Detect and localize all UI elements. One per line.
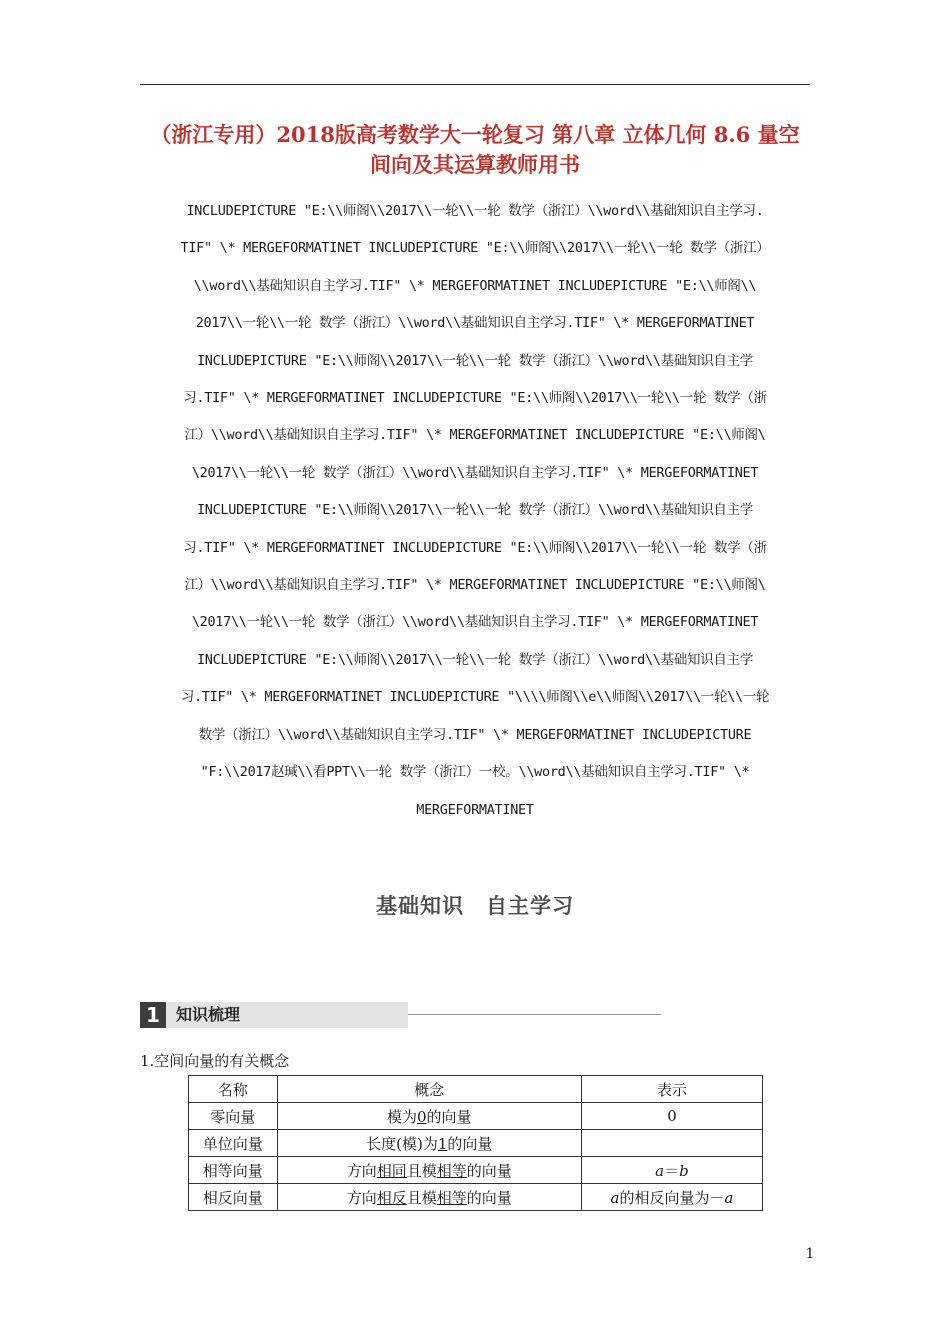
table-cell-notation: 0 [581, 1103, 762, 1130]
field-code-line: \2017\\一轮\\一轮 数学（浙江）\\word\\基础知识自主学习.TIF" \* MERGEFORMATINET [191, 464, 759, 481]
section-heading-left: 基础知识 [376, 894, 464, 918]
header-rule [140, 84, 810, 85]
table-row [189, 1184, 763, 1211]
table-cell-name: 相反向量 [189, 1184, 278, 1211]
table-cell-concept: 长度(模)为1的向量 [277, 1130, 581, 1157]
table-header-row [189, 1076, 763, 1103]
field-code-line: 习.TIF" \* MERGEFORMATINET INCLUDEPICTURE "\\\\师阁\\e\\师阁\\2017\\一轮\\一轮 [180, 689, 770, 706]
title-line-1: （浙江专用）2018版高考数学大一轮复习 第八章 立体几何 8.6 量空 [150, 122, 800, 147]
knowledge-badge [140, 1002, 525, 1028]
field-code-line: INCLUDEPICTURE "E:\\师阁\\2017\\一轮\\一轮 数学（浙江）\\word\\基础知识自主学 [196, 651, 754, 668]
table-cell-concept: 模为0的向量 [277, 1103, 581, 1130]
document-title [140, 120, 810, 180]
table-header: 概念 [277, 1076, 581, 1103]
table-cell-concept: 方向相反且模相等的向量 [277, 1184, 581, 1211]
field-code-line: 江）\\word\\基础知识自主学习.TIF" \* MERGEFORMATINET INCLUDEPICTURE "E:\\师阁\ [184, 427, 766, 444]
section-heading [0, 890, 950, 920]
field-code-line: TIF" \* MERGEFORMATINET INCLUDEPICTURE "E:\\师阁\\2017\\一轮\\一轮 数学（浙江） [180, 240, 770, 257]
field-code-line: MERGEFORMATINET [416, 801, 534, 818]
table-row [189, 1130, 763, 1157]
field-code-line: 习.TIF" \* MERGEFORMATINET INCLUDEPICTURE "E:\\师阁\\2017\\一轮\\一轮 数学（浙 [183, 390, 767, 407]
section-heading-right: 自主学习 [486, 894, 574, 918]
badge-number: 1 [140, 1002, 166, 1028]
table-cell-name: 相等向量 [189, 1157, 278, 1184]
field-code-line: 江）\\word\\基础知识自主学习.TIF" \* MERGEFORMATINET INCLUDEPICTURE "E:\\师阁\ [184, 577, 766, 594]
field-code-line: 习.TIF" \* MERGEFORMATINET INCLUDEPICTURE "E:\\师阁\\2017\\一轮\\一轮 数学（浙 [183, 539, 767, 556]
table-cell-name: 单位向量 [189, 1130, 278, 1157]
subheading: 1.空间向量的有关概念 [140, 1052, 290, 1070]
table-row [189, 1157, 763, 1184]
table-cell-notation: a＝b [581, 1157, 762, 1184]
field-code-line: INCLUDEPICTURE "E:\\师阁\\2017\\一轮\\一轮 数学（浙江）\\word\\基础知识自主学 [196, 352, 754, 369]
field-code-line: 2017\\一轮\\一轮 数学（浙江）\\word\\基础知识自主学习.TIF" \* MERGEFORMATINET [195, 315, 755, 332]
field-code-line: 数学（浙江）\\word\\基础知识自主学习.TIF" \* MERGEFORMATINET INCLUDEPICTURE [198, 726, 752, 743]
table-header: 表示 [581, 1076, 762, 1103]
badge-rule [408, 1014, 661, 1015]
field-code-block [140, 193, 810, 829]
table-cell-notation [581, 1130, 762, 1157]
title-line-2: 间向及其运算教师用书 [370, 152, 580, 177]
page-number: 1 [805, 1246, 815, 1262]
table-header: 名称 [189, 1076, 278, 1103]
field-code-line: \2017\\一轮\\一轮 数学（浙江）\\word\\基础知识自主学习.TIF" \* MERGEFORMATINET [191, 614, 759, 631]
table-cell-notation: a的相反向量为－a [581, 1184, 762, 1211]
table-cell-name: 零向量 [189, 1103, 278, 1130]
field-code-line: INCLUDEPICTURE "E:\\师阁\\2017\\一轮\\一轮 数学（浙江）\\word\\基础知识自主学习. [186, 203, 764, 219]
table-cell-concept: 方向相同且模相等的向量 [277, 1157, 581, 1184]
field-code-line: INCLUDEPICTURE "E:\\师阁\\2017\\一轮\\一轮 数学（浙江）\\word\\基础知识自主学 [196, 502, 754, 519]
badge-label: 知识梳理 [166, 1002, 408, 1028]
field-code-line: "F:\\2017赵瑊\\看PPT\\一轮 数学（浙江）一校。\\word\\基础知识自主学习.TIF" \* [200, 764, 750, 781]
field-code-line: \\word\\基础知识自主学习.TIF" \* MERGEFORMATINET INCLUDEPICTURE "E:\\师阁\\ [193, 277, 757, 294]
table-row [189, 1103, 763, 1130]
concept-table [188, 1075, 763, 1211]
